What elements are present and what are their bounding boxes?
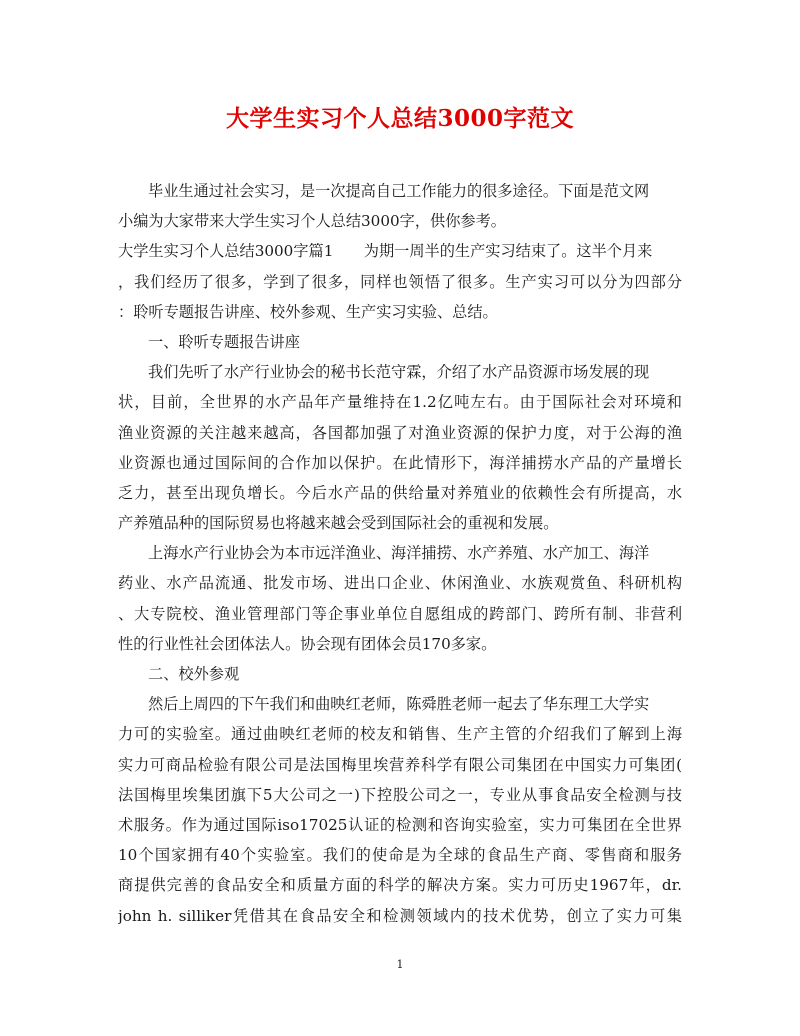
paragraph-line: 商提供完善的食品安全和质量方面的科学的解决方案。实力可历史1967年，dr.	[118, 876, 682, 895]
paragraph-line: 乏力，甚至出现负增长。今后水产品的供给量对养殖业的依赖性会有所提高，水	[118, 483, 682, 502]
paragraph-line: 毕业生通过社会实习，是一次提高自己工作能力的很多途径。下面是范文网	[148, 182, 650, 200]
paragraph-line: ：聆听专题报告讲座、校外参观、生产实习实验、总结。	[118, 302, 498, 321]
paragraph-line: 状，目前，全世界的水产品年产量维持在1.2亿吨左右。由于国际社会对环境和	[118, 393, 682, 412]
paragraph-line: 我们先听了水产行业协会的秘书长范守霖，介绍了水产品资源市场发展的现	[148, 363, 650, 382]
paragraph-line: 、大专院校、渔业管理部门等企事业单位自愿组成的跨部门、跨所有制、非营利	[118, 604, 682, 623]
paragraph-line: 法国梅里埃集团旗下5大公司之一)下控股公司之一，专业从事食品安全检测与技	[118, 785, 682, 804]
paragraph-line: 上海水产行业协会为本市远洋渔业、海洋捕捞、水产养殖、水产加工、海洋	[148, 544, 650, 563]
paragraph-line: 力可的实验室。通过曲映红老师的校友和销售、生产主管的介绍我们了解到上海	[118, 725, 682, 744]
paragraph-line: 实力可商品检验有限公司是法国梅里埃营养科学有限公司集团在中国实力可集团(	[118, 755, 682, 774]
paragraph-line: 性的行业性社会团体法人。协会现有团体会员170多家。	[118, 634, 497, 653]
paragraph-line: 小编为大家带来大学生实习个人总结3000字，供你参考。	[118, 212, 506, 231]
paragraph-line: ，我们经历了很多，学到了很多，同样也领悟了很多。生产实习可以分为四部分	[118, 272, 682, 291]
paragraph-line: john h. silliker凭借其在食品安全和检测领域内的技术优势，创立了实力可集	[118, 906, 682, 925]
paragraph-line: 药业、水产品流通、批发市场、进出口企业、休闲渔业、水族观赏鱼、科研机构	[118, 574, 682, 593]
paragraph-line: 业资源也通过国际间的合作加以保护。在此情形下，海洋捕捞水产品的产量增长	[118, 453, 682, 472]
paragraph-line: 10个国家拥有40个实验室。我们的使命是为全球的食品生产商、零售商和服务	[118, 846, 682, 865]
page-number: 1	[396, 958, 404, 971]
paragraph-line: 大学生实习个人总结3000字篇1 为期一周半的生产实习结束了。这半个月来	[118, 242, 653, 261]
paragraph-line: 渔业资源的关注越来越高，各国都加强了对渔业资源的保护力度，对于公海的渔	[118, 423, 682, 442]
paragraph-line: 术服务。作为通过国际iso17025认证的检测和咨询实验室，实力可集团在全世界	[118, 815, 682, 834]
document-body	[118, 176, 682, 931]
document-title: 大学生实习个人总结3000字范文	[225, 105, 574, 132]
paragraph-line: 产养殖品种的国际贸易也将越来越会受到国际社会的重视和发展。	[118, 514, 559, 533]
paragraph-line: 然后上周四的下午我们和曲映红老师，陈舜胜老师一起去了华东理工大学实	[148, 695, 650, 714]
section-heading: 二、校外参观	[148, 665, 240, 683]
section-heading: 一、聆听专题报告讲座	[148, 332, 300, 351]
